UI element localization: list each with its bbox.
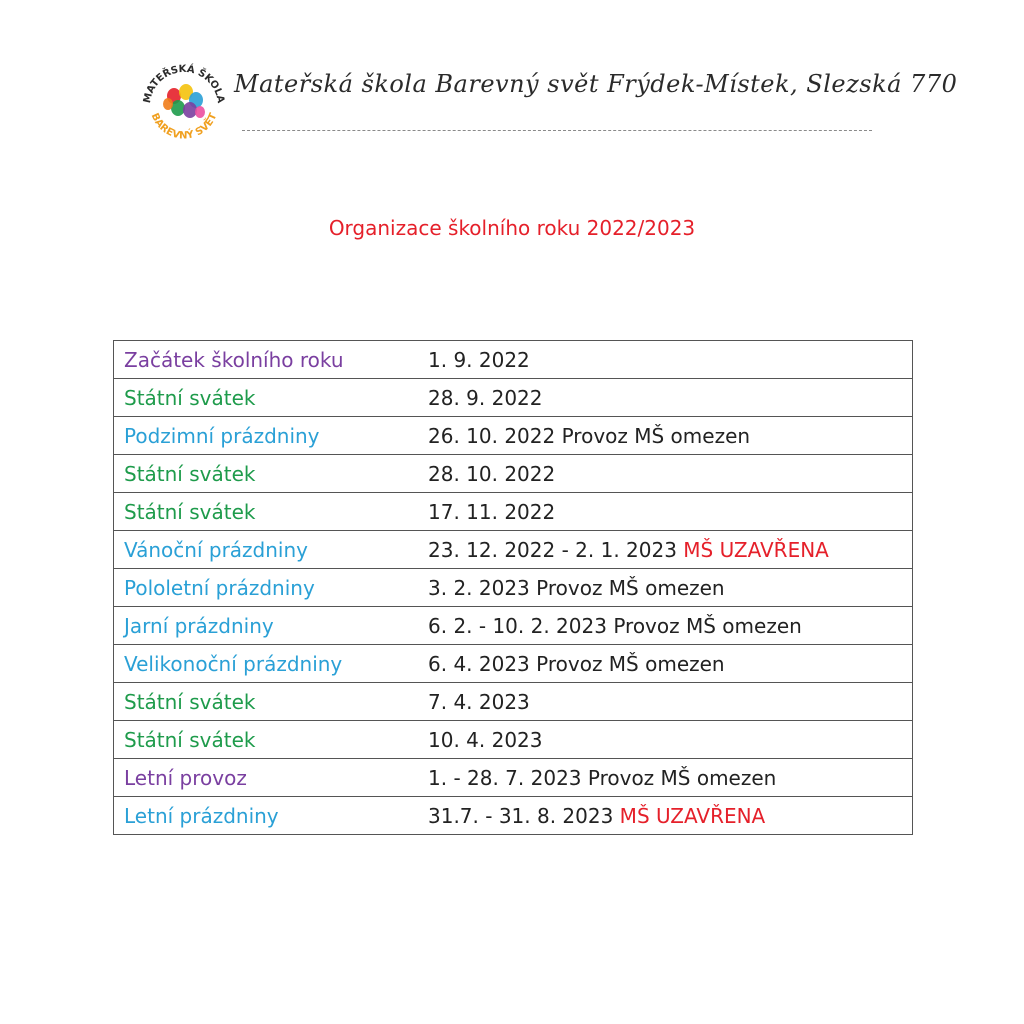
event-date: 28. 9. 2022 [428, 385, 543, 410]
table-row [114, 531, 913, 569]
event-label: Letní prázdniny [114, 797, 419, 835]
event-date-cell [418, 797, 913, 835]
svg-text:BAREVNÝ SVĚT [149, 112, 220, 142]
table-row [114, 683, 913, 721]
event-date: 1. 9. 2022 [428, 347, 530, 372]
document-header [138, 56, 958, 146]
event-date-cell [418, 455, 913, 493]
event-date-cell [418, 645, 913, 683]
closed-notice: MŠ UZAVŘENA [676, 537, 829, 562]
event-label: Začátek školního roku [114, 341, 419, 379]
colorful-hands-icon [163, 84, 205, 118]
event-date: 10. 4. 2023 [428, 727, 543, 752]
event-date-cell [418, 531, 913, 569]
event-date-cell [418, 721, 913, 759]
event-date-cell [418, 417, 913, 455]
table-row [114, 379, 913, 417]
operation-note: Provoz MŠ omezen [555, 423, 751, 448]
event-label: Státní svátek [114, 379, 419, 417]
logo-text-bottom: BAREVNÝ SVĚT [148, 111, 220, 142]
event-date-cell [418, 607, 913, 645]
table-row [114, 417, 913, 455]
table-row [114, 341, 913, 379]
event-date: 26. 10. 2022 [428, 423, 556, 448]
event-label: Podzimní prázdniny [114, 417, 419, 455]
table-row [114, 607, 913, 645]
event-date: 17. 11. 2022 [428, 499, 556, 524]
school-logo [138, 56, 230, 148]
event-label: Letní provoz [114, 759, 419, 797]
school-name: Mateřská škola Barevný svět Frýdek-Místek, Slezská 770 [234, 70, 958, 98]
event-date: 1. - 28. 7. 2023 [428, 765, 582, 790]
table-row [114, 797, 913, 835]
operation-note: Provoz MŠ omezen [529, 575, 725, 600]
event-date: 3. 2. 2023 [428, 575, 530, 600]
closed-notice: MŠ UZAVŘENA [613, 803, 766, 828]
table-row [114, 455, 913, 493]
table-row [114, 721, 913, 759]
event-label: Státní svátek [114, 455, 419, 493]
event-label: Pololetní prázdniny [114, 569, 419, 607]
table-row [114, 569, 913, 607]
event-date-cell [418, 569, 913, 607]
event-date: 31.7. - 31. 8. 2023 [428, 803, 614, 828]
event-date-cell [418, 683, 913, 721]
event-date: 6. 4. 2023 [428, 651, 530, 676]
logo-text-top: MATEŘSKÁ ŠKOLA [141, 63, 226, 105]
school-year-schedule-table [113, 340, 913, 835]
event-label: Státní svátek [114, 493, 419, 531]
operation-note: Provoz MŠ omezen [581, 765, 777, 790]
event-label: Velikonoční prázdniny [114, 645, 419, 683]
event-date: 7. 4. 2023 [428, 689, 530, 714]
table-row [114, 759, 913, 797]
event-date: 28. 10. 2022 [428, 461, 556, 486]
table-row [114, 493, 913, 531]
event-label: Státní svátek [114, 683, 419, 721]
event-date-cell [418, 379, 913, 417]
header-divider [242, 130, 872, 131]
table-row [114, 645, 913, 683]
operation-note: Provoz MŠ omezen [606, 613, 802, 638]
document-title: Organizace školního roku 2022/2023 [328, 216, 696, 240]
event-date-cell [418, 759, 913, 797]
event-label: Jarní prázdniny [114, 607, 419, 645]
event-date-cell [418, 493, 913, 531]
event-date: 23. 12. 2022 - 2. 1. 2023 [428, 537, 677, 562]
event-label: Státní svátek [114, 721, 419, 759]
event-label: Vánoční prázdniny [114, 531, 419, 569]
operation-note: Provoz MŠ omezen [529, 651, 725, 676]
event-date: 6. 2. - 10. 2. 2023 [428, 613, 607, 638]
event-date-cell [418, 341, 913, 379]
